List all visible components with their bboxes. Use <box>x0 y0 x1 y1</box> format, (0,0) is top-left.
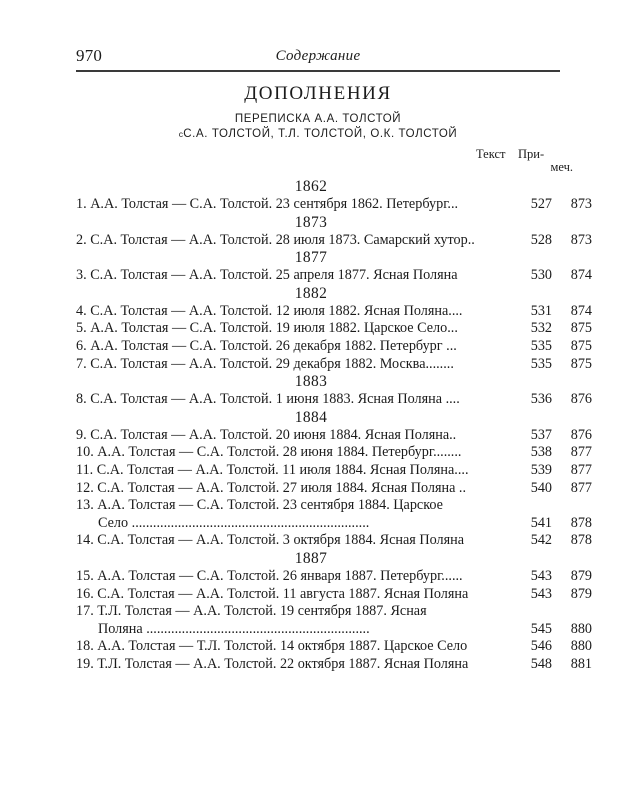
toc-entry-title: 19. Т.Л. Толстая — А.А. Толстой. 22 октября 1887. Ясная Поляна <box>76 655 469 672</box>
toc-entry[interactable] <box>76 638 592 656</box>
toc-entry-note-page: 879 <box>570 567 592 584</box>
toc-entry-text-page: 545 <box>530 620 552 637</box>
year-heading: 1862 <box>294 178 328 195</box>
toc-entry-text-page: 539 <box>530 461 552 478</box>
toc-entry-title: 7. С.А. Толстая — А.А. Толстой. 29 декабря 1882. Москва........ <box>76 355 454 372</box>
toc-entry[interactable] <box>76 337 592 356</box>
toc-entry-note-page: 877 <box>570 479 592 496</box>
toc-entry-text-page: 538 <box>530 444 552 461</box>
column-header-notes-part-2: меч. <box>550 160 573 174</box>
toc-entry-note-page: 878 <box>570 514 592 531</box>
toc-entry-note-page: 878 <box>570 532 592 549</box>
toc-entry-title: 6. А.А. Толстая — С.А. Толстой. 26 декабря 1882. Петербург ... <box>76 337 457 354</box>
toc-entry-text-page: 541 <box>530 514 552 531</box>
toc-entry[interactable] <box>76 567 592 586</box>
toc-entry-note-page: 876 <box>570 391 592 408</box>
year-heading: 1882 <box>294 284 328 302</box>
toc-entry-title: 5. А.А. Толстая — С.А. Толстой. 19 июля 1882. Царское Село... <box>76 320 458 337</box>
toc-entry-line-1: 17. Т.Л. Толстая — А.А. Толстой. 19 сентября 1887. Ясная <box>76 603 427 620</box>
subtitle-lead-word: с <box>178 129 184 139</box>
toc-entry[interactable] <box>76 532 592 550</box>
toc-entry-text-page: 535 <box>530 337 552 354</box>
toc-entry[interactable] <box>76 585 592 604</box>
toc-entry[interactable] <box>76 196 592 214</box>
toc-entry-title: 3. С.А. Толстая — А.А. Толстой. 25 апреля 1877. Ясная Поляна <box>76 267 458 284</box>
toc-entry-title: 11. С.А. Толстая — А.А. Толстой. 11 июля 1884. Ясная Поляна.... <box>76 461 469 478</box>
toc-entry-note-page: 873 <box>570 231 592 248</box>
toc-entry[interactable] <box>76 391 592 409</box>
toc-entry-note-page: 877 <box>570 461 592 478</box>
toc-entry-note-page: 873 <box>570 196 592 212</box>
year-heading: 1883 <box>294 373 328 391</box>
running-head-title: Содержание <box>275 48 361 64</box>
toc-entry-line-2: Село ................................................................... <box>98 514 370 531</box>
toc-entry-text-page: 543 <box>530 567 552 584</box>
header-rule-divider <box>76 70 560 72</box>
toc-entry-text-page: 530 <box>530 267 552 284</box>
toc-entry-text-page: 535 <box>530 355 552 372</box>
toc-entry-text-page: 531 <box>530 302 552 319</box>
page-subtitle <box>76 112 560 142</box>
year-heading: 1877 <box>294 249 328 267</box>
year-heading: 1884 <box>294 408 328 426</box>
toc-entry-text-page: 542 <box>530 532 552 549</box>
toc-entry[interactable] <box>76 231 592 250</box>
column-header-text: Текст <box>476 147 506 161</box>
toc-entry-note-page: 880 <box>570 638 592 655</box>
toc-entry-title: 4. С.А. Толстая — А.А. Толстой. 12 июля 1882. Ясная Поляна.... <box>76 302 463 319</box>
toc-entry-title: 14. С.А. Толстая — А.А. Толстой. 3 октября 1884. Ясная Поляна <box>76 532 464 549</box>
toc-entry[interactable] <box>76 355 592 374</box>
subtitle-line-2 <box>76 127 560 142</box>
toc-entry-note-page: 877 <box>570 444 592 461</box>
toc-entry-title: 16. С.А. Толстая — А.А. Толстой. 11 августа 1887. Ясная Поляна <box>76 585 469 602</box>
toc-entry-text-page: 540 <box>530 479 552 496</box>
toc-entry-note-page: 874 <box>570 302 592 319</box>
toc-entry-text-page: 548 <box>530 655 552 672</box>
toc-entry-title: 10. А.А. Толстая — С.А. Толстой. 28 июня 1884. Петербург........ <box>76 444 462 461</box>
toc-entry-line-2: Поляна ............................................................... <box>98 620 370 637</box>
toc-entry-text-page: 537 <box>530 426 552 443</box>
toc-entry-title: 8. С.А. Толстая — А.А. Толстой. 1 июня 1883. Ясная Поляна .... <box>76 391 460 408</box>
toc-entry-text-page: 536 <box>530 391 552 408</box>
toc-entry-note-page: 875 <box>570 355 592 372</box>
toc-entry-note-page: 881 <box>570 655 592 672</box>
page-title: ДОПОЛНЕНИЯ <box>244 83 392 104</box>
toc-entry[interactable] <box>76 426 592 445</box>
toc-entry-note-page: 880 <box>570 620 592 637</box>
toc-entry[interactable] <box>76 444 592 462</box>
toc-entry[interactable] <box>76 603 592 638</box>
toc-entry-title: 1. А.А. Толстая — С.А. Толстой. 23 сентября 1862. Петербург... <box>76 196 459 212</box>
subtitle-line-1: ПЕРЕПИСКА А.А. ТОЛСТОЙ <box>234 113 402 125</box>
toc-entry-text-page: 543 <box>530 585 552 602</box>
column-header-notes-part-1: При- <box>518 147 545 161</box>
toc-entry-line-1: 13. А.А. Толстая — С.А. Толстой. 23 сентября 1884. Царское <box>76 497 443 514</box>
toc-entry[interactable] <box>76 655 592 674</box>
running-head <box>76 46 560 68</box>
toc-entry-text-page: 528 <box>530 231 552 248</box>
toc-entry-note-page: 879 <box>570 585 592 602</box>
toc-entry-text-page: 527 <box>530 196 552 212</box>
toc-entry[interactable] <box>76 267 592 285</box>
toc-entry-text-page: 546 <box>530 638 552 655</box>
toc-entry-title: 18. А.А. Толстая — Т.Л. Толстой. 14 октября 1887. Царское Село <box>76 638 468 655</box>
page-folio-number: 970 <box>76 46 103 65</box>
toc-entry-note-page: 875 <box>570 337 592 354</box>
toc-entry[interactable] <box>76 479 592 498</box>
toc-entry[interactable] <box>76 461 592 480</box>
column-headers <box>476 148 580 174</box>
year-heading: 1873 <box>294 213 328 231</box>
toc-entry[interactable] <box>76 320 592 338</box>
year-heading: 1887 <box>294 549 328 567</box>
toc-entry-note-page: 876 <box>570 426 592 443</box>
table-of-contents <box>76 178 592 673</box>
toc-entry[interactable] <box>76 302 592 321</box>
toc-entry-title: 9. С.А. Толстая — А.А. Толстой. 20 июня 1884. Ясная Поляна.. <box>76 426 457 443</box>
toc-entry-note-page: 874 <box>570 267 592 284</box>
toc-entry-title: 2. С.А. Толстая — А.А. Толстой. 28 июля 1873. Самарский хутор.. <box>76 231 475 248</box>
toc-entry-title: 15. А.А. Толстая — С.А. Толстой. 26 января 1887. Петербург...... <box>76 567 463 584</box>
toc-entry-title: 12. С.А. Толстая — А.А. Толстой. 27 июля 1884. Ясная Поляна .. <box>76 479 467 496</box>
toc-entry[interactable] <box>76 497 592 532</box>
toc-entry-text-page: 532 <box>530 320 552 337</box>
toc-entry-note-page: 875 <box>570 320 592 337</box>
subtitle-line-2-text: С.А. ТОЛСТОЙ, Т.Л. ТОЛСТОЙ, О.К. ТОЛСТОЙ <box>183 128 458 140</box>
